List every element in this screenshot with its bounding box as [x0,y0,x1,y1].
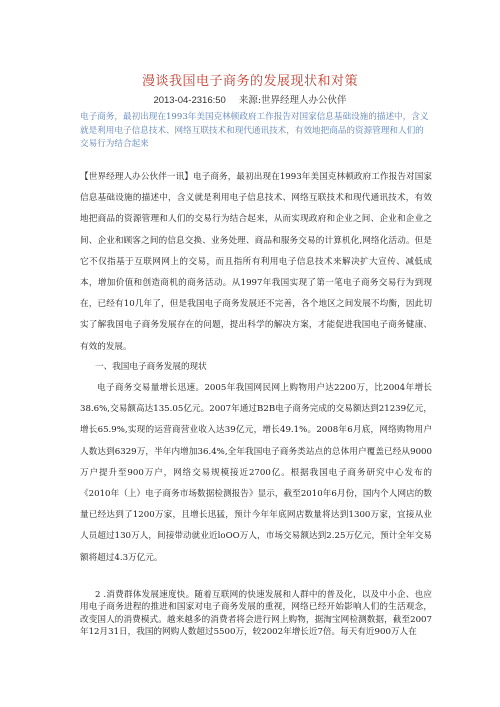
body-paragraph: 电子商务交易量增长迅速。2005年我国网民网上购物用户达2200万，比2004年增长38.6%,交易额高达135.05亿元。2007年通过B2B电子商务完成的交易额达到21239亿元，增长65.9%,实现的运营商营业收入达39亿元，增长49.1%。2008年6月底，网络购物用户人数达到6329万，半年内增加36.4%,全年我国电子商务类站点的总体用户覆盖已经从9000万户提升至900万户，网络交易规模接近2700亿。根据我国电子商务研究中心发布的《2010年（上）电子商务市场数据检测报告》显示，截至2010年6月份，国内个人网店的数量已经达到了1200万家，且增长迅猛，预计今年年底网店数量将达到1300万家，宜接从业人员超过130万人，间接带动就业近loOO万人，市场交易额达到2.25万亿元，预计全年交易额将超过4.3万亿元。 [80,383,432,563]
intro-paragraph: 【世界经理人办公伙伴一讯】电子商务，最初出现在1993年美国克林顿政府工作报告对国家信息基础设施的描述中，含义就是利用电子信息技术、网络互联技术和现代通讯技术，有效地把商品的资源管理和人们的交易行为结合起来，从而实现政府和企业之间、企业和企业之间、企业和顾客之间的信息交换、业务处理、商品和服务交易的计算机化,网络化活动。但是它不仅指基于互联网网上的交易，而且指所有利用电子信息技术来解决扩大宣传、减低成本，增加价值和创造商机的商务活动。从1997年我国实现了第一笔电子商务交易行为到现在，已经有10几年了，但是我国电子商务发展还不完善，各个地区之间发展不均衡，因此切实了解我国电子商务发展存在的问题，提出科学的解决方案，才能促进我国电子商务健康、有效的发展。 [80,172,432,352]
article-meta [0,92,500,106]
section-heading: 一、我国电子商务发展的现状 [95,362,207,372]
publish-date: 2013-04-2316:50 [153,95,226,106]
article-source: 来源:世界经理人办公伙伴 [238,95,347,106]
article-abstract: 电子商务，最初出现在1993年美国克林顿政府工作报告对国家信息基础设施的描述中，含义就是利用电子信息技术、网络互联技术和现代通讯技术，有效地把商品的资源管理和人们的交易行为结合起来 [80,112,429,149]
article-title: 漫谈我国电子商务的发展现状和对策 [141,74,358,89]
body-paragraph: 2 .消费群体发展速度快。随着互联网的快速发展和人群中的普及化，以及中小企、也应用电子商务进程的推进和国家对电子商务发展的重视，网络已经开始影响人们的生活观念，改变国人的消费模式。越来越多的消费者将会进行网上购物，据淘宝网检测数据，截至2007年12月31日，我国的网购人数超过5500万，较2002年增长近7倍。每天有近900万人在 [80,590,432,638]
